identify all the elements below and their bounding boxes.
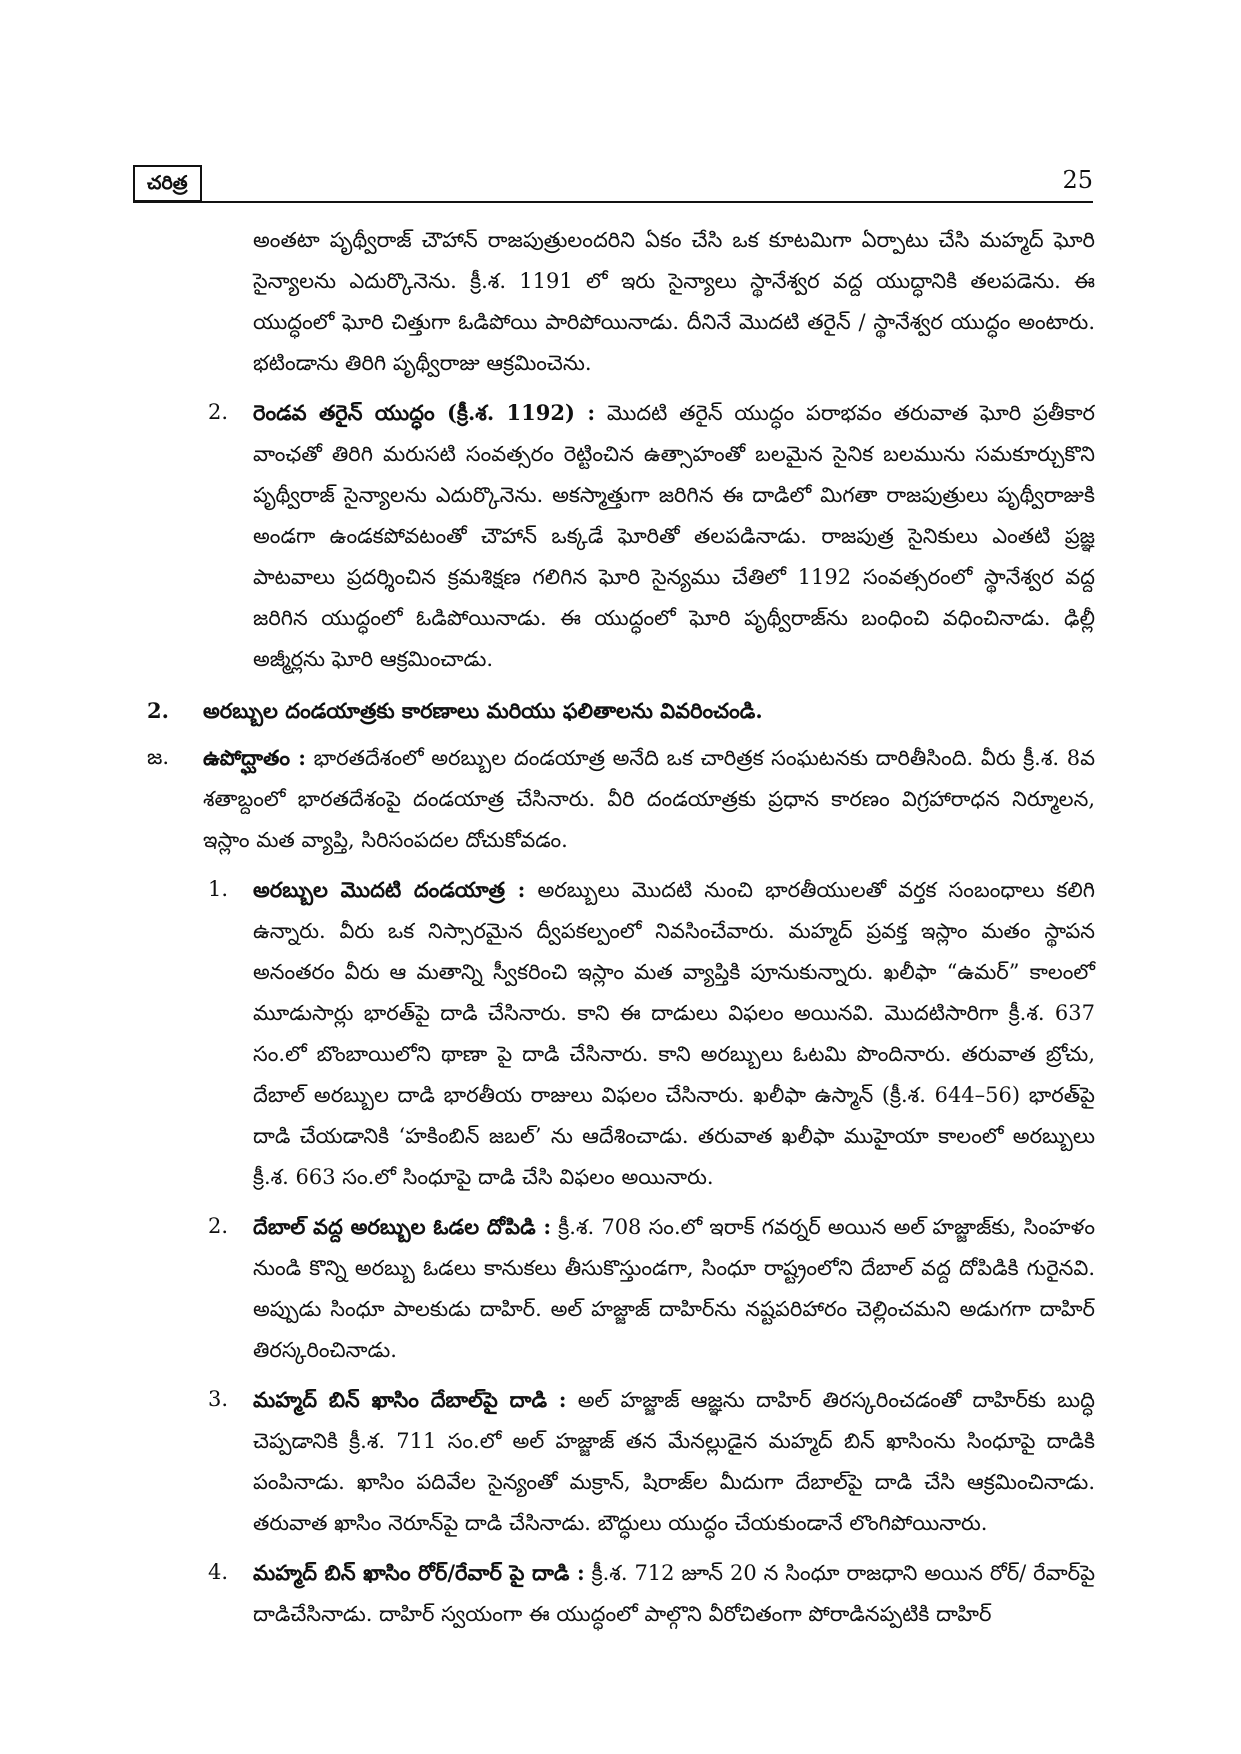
item-heading: రెండవ తరైన్ యుద్ధం (క్రీ.శ. 1192) : [253,400,596,425]
header-rule [133,201,1093,203]
list-item [133,392,1095,680]
page-header [133,165,1093,205]
question-text: అరబ్బుల దండయాత్రకు కారణాలు మరియు ఫలితాలను వివరించండి. [203,698,763,723]
answer-marker: జ. [147,745,170,769]
answer-text: భారతదేశంలో అరబ్బుల దండయాత్ర అనేది ఒక చారిత్రక సంఘటనకు దారితీసింది. వీరు క్రీ.శ. 8వ శతాబ్దంలో భారతదేశంపై దండయాత్ర చేసినారు. వీరి దండయాత్రకు ప్రధాన కారణం విగ్రహారాధన నిర్మూలన, ఇస్లాం మత వ్యాప్తి, సిరిసంపదల దోచుకోవడం. [203,746,1096,852]
question-number: 2. [147,698,169,723]
list-item [133,1552,1095,1635]
list-item [133,869,1095,1198]
page-number: 25 [1062,166,1093,194]
list-item [133,1379,1095,1544]
item-number: 2. [208,1214,229,1238]
item-text: అల్ హజ్జాజ్ ఆజ్ఞను దాహిర్ తిరస్కరించడంతో దాహిర్‌కు బుద్ధి చెప్పడానికి క్రీ.శ. 711 సం.లో అల్ హజ్జాజ్ తన మేనల్లుడైన మహ్మద్ బిన్ ఖాసింను సింధూపై దాడికి పంపినాడు. ఖాసిం పదివేల సైన్యంతో మక్రాన్, షిరాజ్‌ల మీదుగా దేబాల్‌పై దాడి చేసి ఆక్రమించినాడు. తరువాత ఖాసిం నెరూన్‌పై దాడి చేసినాడు. బౌద్ధులు యుద్ధం చేయకుండానే లొంగిపోయినారు. [253,1388,1096,1535]
item-heading: మహ్మద్ బిన్ ఖాసిం రోర్/రేవార్ పై దాడి : [253,1560,585,1585]
list-item [133,1206,1095,1371]
page-body [133,220,1095,1635]
item-heading: అరబ్బుల మొదటి దండయాత్ర : [253,877,526,902]
answer-heading: ఉపోద్ఘాతం : [203,745,307,770]
item-number: 2. [208,400,229,424]
item-text: అరబ్బులు మొదటి నుంచి భారతీయులతో వర్తక సంబంధాలు కలిగి ఉన్నారు. వీరు ఒక నిస్సారమైన ద్వీపకల్పంలో నివసించేవారు. మహ్మద్ ప్రవక్త ఇస్లాం మతం స్థాపన అనంతరం వీరు ఆ మతాన్ని స్వీకరించి ఇస్లాం మత వ్యాప్తికి పూనుకున్నారు. ఖలీఫా “ఉమర్” కాలంలో మూడుసార్లు భారత్‌పై దాడి చేసినారు. కాని ఈ దాడులు విఫలం అయినవి. మొదటిసారిగా క్రీ.శ. 637 సం.లో బొంబాయిలోని థాణా పై దాడి చేసినారు. కాని అరబ్బులు ఓటమి పొందినారు. తరువాత బ్రోచు, దేబాల్ అరబ్బుల దాడి భారతీయ రాజులు విఫలం చేసినారు. ఖలీఫా ఉస్మాన్ (క్రీ.శ. 644–56) భారత్‌పై దాడి చేయడానికి ‘హకింబిన్ జబల్’ ను ఆదేశించాడు. తరువాత ఖలీఫా ముహైయా కాలంలో అరబ్బులు క్రీ.శ. 663 సం.లో సింధూపై దాడి చేసి విఫలం అయినారు. [253,878,1095,1189]
item-text: క్రీ.శ. 712 జూన్ 20 న సింధూ రాజధాని అయిన రోర్/ రేవార్‌పై దాడిచేసినాడు. దాహిర్ స్వయంగా ఈ యుద్ధంలో పాల్గొని వీరోచితంగా పోరాడినప్పటికి దాహిర్ [253,1561,1095,1626]
item-heading: దేబాల్ వద్ద అరబ్బుల ఓడల దోపిడి : [253,1214,552,1239]
question [133,690,1095,731]
item-number: 4. [208,1560,229,1584]
item-number: 1. [208,877,229,901]
continuation-paragraph: అంతటా పృథ్వీరాజ్ చౌహాన్ రాజపుత్రులందరిని ఏకం చేసి ఒక కూటమిగా ఏర్పాటు చేసి మహ్మద్ ఘోరి సైన్యాలను ఎదుర్కొనెను. క్రీ.శ. 1191 లో ఇరు సైన్యాలు స్థానేశ్వర వద్ద యుద్ధానికి తలపడెను. ఈ యుద్ధంలో ఘోరి చిత్తుగా ఓడిపోయి పారిపోయినాడు. దీనినే మొదటి తరైన్ / స్థానేశ్వర యుద్ధం అంటారు. భటిండాను తిరిగి పృథ్వీరాజు ఆక్రమించెను. [253,228,1095,375]
subject-label: చరిత్ర [133,165,202,202]
item-heading: మహ్మద్ బిన్ ఖాసిం దేబాల్‌పై దాడి : [253,1387,567,1412]
answer-intro [133,737,1095,861]
item-text: మొదటి తరైన్ యుద్ధం పరాభవం తరువాత ఘోరి ప్రతీకార వాంఛతో తిరిగి మరుసటి సంవత్సరం రెట్టించిన ఉత్సాహంతో బలమైన సైనిక బలమును సమకూర్చుకొని పృథ్వీరాజ్ సైన్యాలను ఎదుర్కొనెను. అకస్మాత్తుగా జరిగిన ఈ దాడిలో మిగతా రాజపుత్రులు పృథ్వీరాజుకి అండగా ఉండకపోవటంతో చౌహాన్ ఒక్కడే ఘోరితో తలపడినాడు. రాజపుత్ర సైనికులు ఎంతటి ప్రజ్ఞ పాటవాలు ప్రదర్శించిన క్రమశిక్షణ గలిగిన ఘోరి సైన్యము చేతిలో 1192 సంవత్సరంలో స్థానేశ్వర వద్ద జరిగిన యుద్ధంలో ఓడిపోయినాడు. ఈ యుద్ధంలో ఘోరి పృథ్వీరాజ్‌ను బంధించి వధించినాడు. ఢిల్లీ అజ్మీర్లను ఘోరి ఆక్రమించాడు. [253,401,1096,671]
item-number: 3. [208,1387,229,1411]
item-text: క్రీ.శ. 708 సం.లో ఇరాక్ గవర్నర్ అయిన అల్ హజ్జాజ్‌కు, సింహళం నుండి కొన్ని అరబ్బు ఓడలు కానుకలు తీసుకొస్తుండగా, సింధూ రాష్ట్రంలోని దేబాల్ వద్ద దోపిడికి గురైనవి. అప్పుడు సింధూ పాలకుడు దాహిర్. అల్ హజ్జాజ్ దాహిర్‌ను నష్టపరిహారం చెల్లించమని అడుగగా దాహిర్ తిరస్కరించినాడు. [253,1215,1095,1362]
